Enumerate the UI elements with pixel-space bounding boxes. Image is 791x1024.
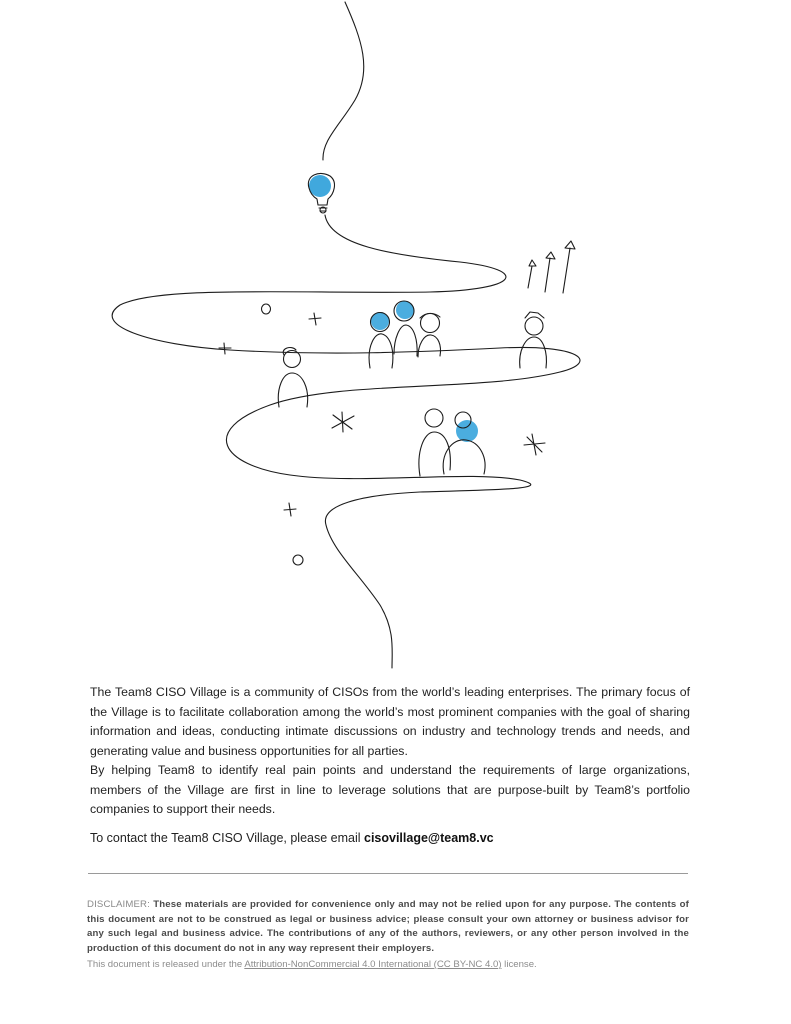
people-group-icon [369, 301, 440, 368]
disclaimer-label: DISCLAIMER: [87, 899, 154, 910]
license-line [87, 959, 537, 970]
license-prefix: This document is released under the [87, 959, 245, 970]
winding-path-2 [112, 215, 580, 668]
license-suffix: license. [501, 959, 537, 970]
disclaimer [87, 898, 689, 956]
people-pair-icon [419, 409, 485, 476]
license-link[interactable]: Attribution-NonCommercial 4.0 International (CC BY-NC 4.0) [244, 959, 502, 970]
person-icon [520, 312, 547, 368]
contact-email-link[interactable]: cisovillage@team8.vc [364, 831, 494, 845]
intro-paragraph-2: By helping Team8 to identify real pain points and understand the requirements of large organizations, members of the Village are first in line to leverage solutions that are purpose-built by Team8’s portfolio companies to support their needs. [90, 763, 690, 816]
contact-prefix: To contact the Team8 CISO Village, please email [90, 831, 364, 845]
contact-line [90, 831, 494, 845]
arrows-icon [528, 241, 575, 293]
intro-text [90, 683, 690, 820]
disclaimer-text: These materials are provided for convenience only and may not be relied upon for any purpose. The contents of this document are not to be construed as legal or business advice; please consult your own attorney or business advisor for any such legal and business advice. The contributions of any of the authors, reviewers, or any other person involved in the production of this document do not in any way represent their employers. [87, 899, 689, 954]
winding-path [323, 2, 364, 160]
lightbulb-icon [308, 173, 334, 213]
intro-paragraph-1: The Team8 CISO Village is a community of CISOs from the world’s leading enterprises. The primary focus of the Village is to facilitate collaboration among the world’s most prominent companies with the goal of sharing information and ideas, conducting intimate discussions on industry and technology trends and needs, and generating value and business opportunities for all parties. [90, 685, 690, 758]
footer-divider [88, 873, 688, 874]
sparkle-marks-icon [219, 304, 545, 565]
